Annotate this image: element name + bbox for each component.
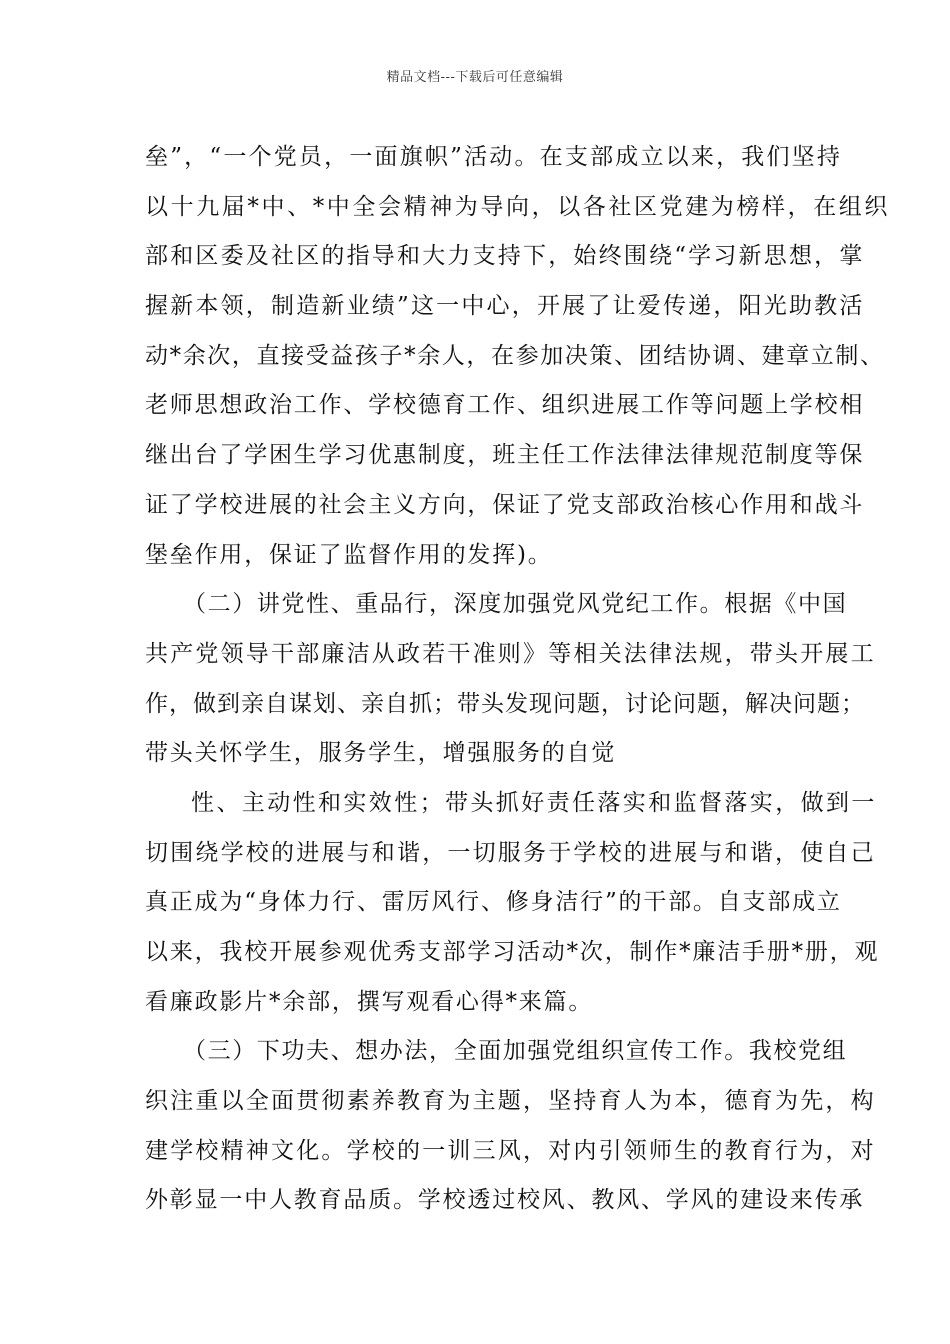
- text-line: 继出台了学困生学习优惠制度，班主任工作法律法律规范制度等保: [145, 442, 865, 469]
- paragraph-start: 性、主动性和实效性；带头抓好责任落实和监督落实，做到一: [191, 789, 877, 816]
- page-header: 精品文档---下载后可任意编辑: [386, 70, 564, 85]
- text-line: 证了学校进展的社会主义方向，保证了党支部政治核心作用和战斗: [145, 491, 865, 518]
- paragraph-start: （二）讲党性、重品行，深度加强党风党纪工作。根据《中国: [183, 591, 848, 618]
- text-line: 握新本领，制造新业绩”这一中心，开展了让爱传递，阳光助教活: [145, 293, 865, 320]
- text-line: 以来，我校开展参观优秀支部学习活动*次，制作*廉洁手册*册，观: [145, 939, 880, 965]
- text-line: 看廉政影片*余部，撰写观看心得*来篇。: [145, 988, 594, 1015]
- text-line: 垒”，“一个党员，一面旗帜”活动。在支部成立以来，我们坚持: [145, 144, 843, 170]
- text-line: 作，做到亲自谋划、亲自抓；带头发现问题，讨论问题，解决问题；: [145, 690, 865, 717]
- document-body: [145, 133, 890, 1226]
- text-line: 切围绕学校的进展与和谐，一切服务于学校的进展与和谐，使自己: [145, 839, 876, 866]
- text-line: 共产党领导干部廉洁从政若干准则》等相关法律法规，带头开展工: [145, 640, 876, 667]
- text-line: 带头关怀学生，服务学生，增强服务的自觉: [145, 740, 617, 767]
- text-line: 外彰显一中人教育品质。学校透过校风、教风、学风的建设来传承: [145, 1187, 865, 1214]
- text-line: 部和区委及社区的指导和大力支持下，始终围绕“学习新思想，掌: [145, 243, 865, 270]
- text-line: 以十九届*中、*中全会精神为导向，以各社区党建为榜样，在组织: [145, 193, 890, 220]
- text-line: 真正成为“身体力行、雷厉风行、修身洁行”的干部。自支部成立: [145, 889, 842, 916]
- text-line: 动*余次，直接受益孩子*余人，在参加决策、团结协调、建章立制、: [145, 342, 885, 369]
- text-line: 建学校精神文化。学校的一训三风，对内引领师生的教育行为，对: [145, 1137, 876, 1164]
- text-line: 织注重以全面贯彻素养教育为主题，坚持育人为本，德育为先，构: [145, 1088, 876, 1115]
- text-line: 老师思想政治工作、学校德育工作、组织进展工作等问题上学校相: [145, 392, 865, 419]
- paragraph-start: （三）下功夫、想办法，全面加强党组织宣传工作。我校党组: [183, 1038, 848, 1065]
- text-line: 堡垒作用，保证了监督作用的发挥)。: [145, 541, 553, 568]
